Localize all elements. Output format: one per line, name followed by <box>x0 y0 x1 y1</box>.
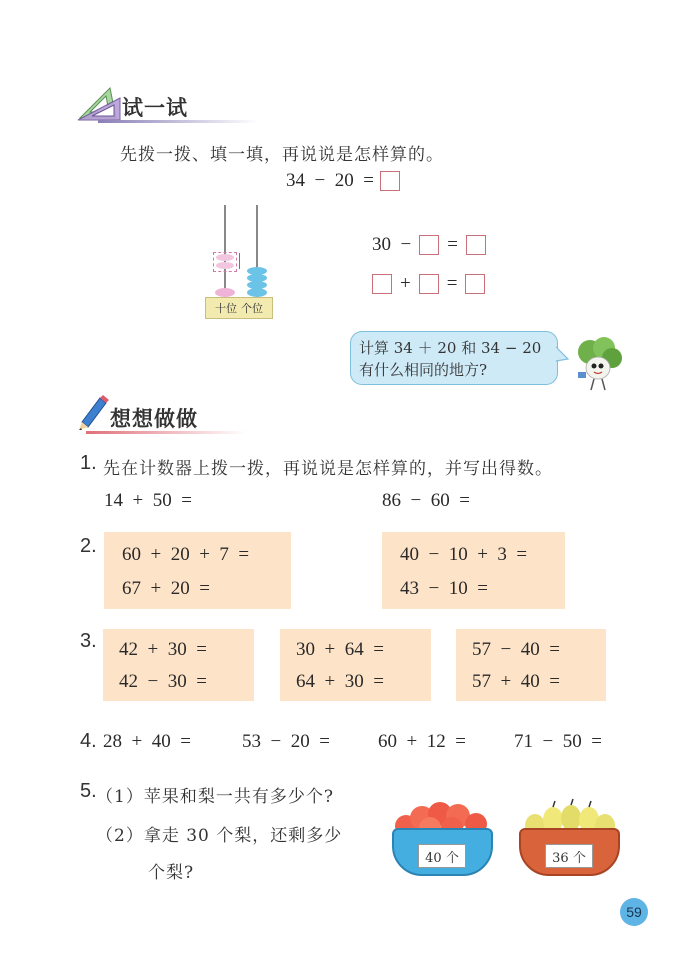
q1-equation-1: 14 + 50 = <box>104 490 192 511</box>
q4-label: 4. <box>80 730 97 752</box>
ones-bead <box>247 288 267 297</box>
step-equation-2 <box>372 273 485 295</box>
q3-equation: 57 − 40 = <box>472 639 560 660</box>
speech-bubble <box>350 331 558 385</box>
tens-bead-ghost <box>216 262 234 269</box>
up-arrow-icon <box>239 253 240 269</box>
try-instruction: 先拨一拨、填一填，再说说是怎样算的。 <box>120 145 444 165</box>
tens-bead <box>215 288 235 297</box>
q5-part-1: （1）苹果和梨一共有多少个? <box>96 787 334 807</box>
bubble-tail <box>556 345 570 365</box>
basket-label: 40 个 <box>418 844 466 868</box>
pear-basket <box>517 798 622 878</box>
answer-box[interactable] <box>372 274 392 294</box>
q1-equation-2: 86 − 60 = <box>382 490 470 511</box>
q5-part-2-line-2: 个梨? <box>148 863 195 883</box>
equals-sign: = <box>447 234 458 255</box>
answer-box[interactable] <box>380 171 400 191</box>
pencil-icon <box>76 394 110 432</box>
equals-sign: = <box>446 273 458 294</box>
answer-box[interactable] <box>419 274 439 294</box>
q3-equation: 30 + 64 = <box>296 639 384 660</box>
try-section-header <box>76 84 256 124</box>
set-square-icon <box>76 84 122 124</box>
cabbage-mascot-icon <box>570 336 626 396</box>
equation-text: 34 − 20 = <box>286 170 374 191</box>
q3-label: 3. <box>80 630 97 652</box>
q2-group-1 <box>104 532 291 609</box>
q3-group-2 <box>280 629 431 701</box>
q3-equation: 42 − 30 = <box>119 671 207 692</box>
abacus-base <box>205 297 273 319</box>
step-equation-1 <box>372 234 486 256</box>
q2-equation: 60 + 20 + 7 = <box>122 544 250 565</box>
q1-instruction: 先在计数器上拨一拨，再说说是怎样算的，并写出得数。 <box>103 459 553 479</box>
divider <box>86 431 246 434</box>
step1-left: 30 − <box>372 234 412 255</box>
q2-label: 2. <box>80 535 97 557</box>
bubble-line-1: 计算 34 ＋ 20 和 34 − 20 <box>359 339 542 357</box>
q4-equation-4: 71 − 50 = <box>514 731 602 752</box>
q3-group-3 <box>456 629 606 701</box>
q3-group-1 <box>103 629 254 701</box>
q4-equation-3: 60 + 12 = <box>378 731 466 752</box>
answer-box[interactable] <box>465 274 485 294</box>
main-equation <box>286 170 400 192</box>
q2-equation: 43 − 10 = <box>400 578 488 599</box>
answer-box[interactable] <box>466 235 486 255</box>
page-number: 59 <box>620 898 648 926</box>
q3-equation: 57 + 40 = <box>472 671 560 692</box>
q4-equation-1: 28 + 40 = <box>103 731 191 752</box>
q2-equation: 67 + 20 = <box>122 578 210 599</box>
basket-label: 36 个 <box>545 844 593 868</box>
q2-group-2 <box>382 532 565 609</box>
q5-label: 5. <box>80 780 97 802</box>
ones-label: 个位 <box>241 302 263 315</box>
q3-equation: 42 + 30 = <box>119 639 207 660</box>
practice-section-header <box>76 394 256 434</box>
answer-box[interactable] <box>419 235 439 255</box>
tens-rod <box>224 205 226 297</box>
tens-bead-ghost <box>216 254 234 261</box>
practice-section-title: 想想做做 <box>110 407 198 431</box>
tens-label: 十位 <box>215 302 237 315</box>
divider <box>98 120 258 123</box>
q1-label: 1. <box>80 452 97 474</box>
q2-equation: 40 − 10 + 3 = <box>400 544 528 565</box>
q3-equation: 64 + 30 = <box>296 671 384 692</box>
apple-basket <box>390 798 495 878</box>
plus-sign: + <box>400 273 411 294</box>
q4-equation-2: 53 − 20 = <box>242 731 330 752</box>
abacus <box>205 205 275 320</box>
bubble-line-2: 有什么相同的地方? <box>359 361 488 379</box>
q5-part-2-line-1: （2）拿走 30 个梨，还剩多少 <box>96 826 343 846</box>
try-section-title: 试一试 <box>122 96 188 120</box>
